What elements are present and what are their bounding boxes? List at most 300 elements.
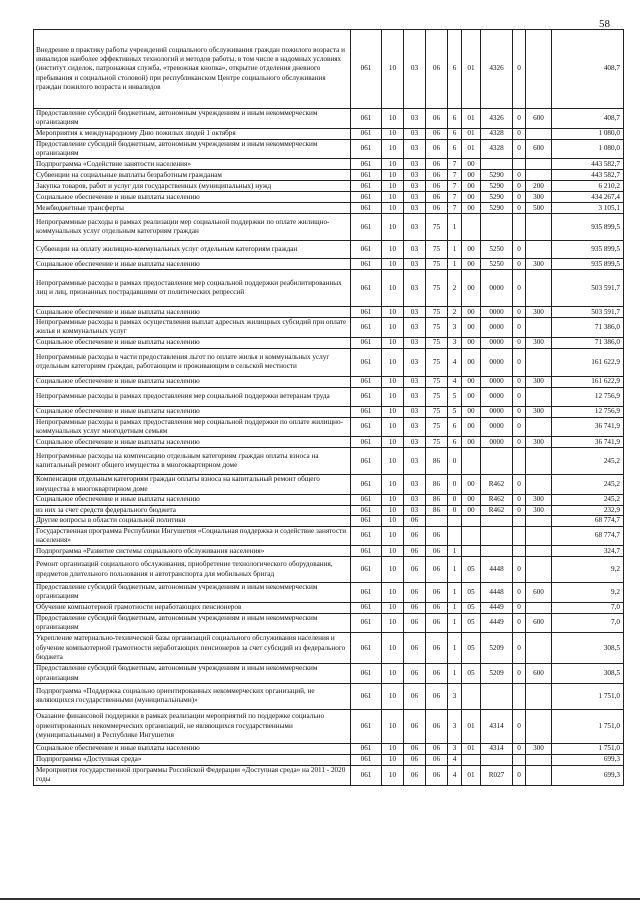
cell-cs1: 75 <box>426 318 448 338</box>
cell-vr: 600 <box>526 613 552 633</box>
cell-name: Непрограммные расходы в рамках предоставления мер социальной поддержки реабилитированных лиц и лиц, признанных пострадавшими от политических репрессий <box>34 270 351 307</box>
cell-amount: 3 105,1 <box>552 203 624 214</box>
cell-pr: 06 <box>404 613 426 633</box>
cell-pr: 03 <box>404 437 426 448</box>
table-row <box>34 526 624 546</box>
cell-pr: 06 <box>404 526 426 546</box>
cell-pr: 03 <box>404 241 426 259</box>
cell-rz: 10 <box>382 241 404 259</box>
cell-min: 061 <box>351 546 382 557</box>
cell-pr: 03 <box>404 259 426 270</box>
cell-rz: 10 <box>382 437 404 448</box>
cell-vr <box>526 516 552 526</box>
cell-rz: 10 <box>382 348 404 376</box>
budget-table <box>33 29 624 786</box>
cell-vr <box>526 633 552 664</box>
cell-cs2: 2 <box>448 307 462 318</box>
cell-cs5: 0 <box>513 318 526 338</box>
cell-cs1: 06 <box>426 170 448 181</box>
cell-cs1 <box>426 516 448 526</box>
cell-cs4: R462 <box>481 494 513 505</box>
table-row <box>34 259 624 270</box>
cell-vr: 300 <box>526 437 552 448</box>
cell-cs1: 06 <box>426 109 448 129</box>
cell-vr <box>526 30 552 109</box>
cell-cs4: 0000 <box>481 307 513 318</box>
table-row <box>34 270 624 307</box>
cell-cs3: 01 <box>462 709 481 743</box>
cell-cs2: 1 <box>448 259 462 270</box>
cell-pr: 03 <box>404 159 426 170</box>
cell-cs4: 0000 <box>481 387 513 406</box>
cell-rz: 10 <box>382 526 404 546</box>
cell-cs1: 75 <box>426 259 448 270</box>
cell-cs3: 00 <box>462 307 481 318</box>
table-row <box>34 214 624 241</box>
cell-amount: 6 210,2 <box>552 181 624 192</box>
cell-cs1: 86 <box>426 448 448 475</box>
cell-min: 061 <box>351 30 382 109</box>
cell-amount: 71 386,0 <box>552 337 624 348</box>
table-row <box>34 494 624 505</box>
cell-cs5 <box>513 683 526 709</box>
cell-cs2: 7 <box>448 170 462 181</box>
cell-vr: 300 <box>526 376 552 387</box>
cell-rz: 10 <box>382 613 404 633</box>
cell-cs1: 06 <box>426 709 448 743</box>
cell-cs3: 01 <box>462 765 481 785</box>
cell-cs4: 0000 <box>481 417 513 437</box>
cell-cs3: 00 <box>462 159 481 170</box>
cell-rz: 10 <box>382 406 404 417</box>
cell-cs5: 0 <box>513 406 526 417</box>
cell-pr: 06 <box>404 754 426 765</box>
cell-pr: 03 <box>404 387 426 406</box>
cell-cs1: 06 <box>426 683 448 709</box>
cell-rz: 10 <box>382 139 404 159</box>
cell-cs4: R027 <box>481 765 513 785</box>
cell-cs3 <box>462 448 481 475</box>
cell-cs5: 0 <box>513 633 526 664</box>
cell-vr <box>526 557 552 583</box>
cell-cs1: 75 <box>426 214 448 241</box>
cell-vr <box>526 475 552 495</box>
cell-cs3: 00 <box>462 259 481 270</box>
table-row <box>34 417 624 437</box>
cell-name: Подпрограмма «Развитие системы социального обслуживания населения» <box>34 546 351 557</box>
cell-min: 061 <box>351 505 382 515</box>
cell-cs1: 06 <box>426 602 448 613</box>
table-row <box>34 765 624 785</box>
cell-cs3: 00 <box>462 241 481 259</box>
cell-pr: 06 <box>404 709 426 743</box>
cell-vr: 300 <box>526 494 552 505</box>
cell-cs2: 7 <box>448 192 462 203</box>
cell-cs1: 06 <box>426 583 448 603</box>
cell-amount: 1 751,0 <box>552 709 624 743</box>
cell-cs2: 1 <box>448 241 462 259</box>
cell-cs5: 0 <box>513 494 526 505</box>
cell-name: Субвенции на социальные выплаты безработным гражданам <box>34 170 351 181</box>
cell-cs2: 1 <box>448 602 462 613</box>
cell-pr: 03 <box>404 203 426 214</box>
table-row <box>34 348 624 376</box>
cell-cs4: 5290 <box>481 192 513 203</box>
cell-cs3: 01 <box>462 128 481 139</box>
cell-rz: 10 <box>382 516 404 526</box>
cell-vr: 600 <box>526 583 552 603</box>
cell-vr <box>526 709 552 743</box>
cell-cs2: 5 <box>448 387 462 406</box>
cell-min: 061 <box>351 437 382 448</box>
cell-name: Оказание финансовой поддержки в рамках реализации мероприятий по поддержке социально ориентированных некоммерческих организаций, не являющихся государственными (муниципальными) в Республике Ингушетия <box>34 709 351 743</box>
cell-min: 061 <box>351 307 382 318</box>
cell-rz: 10 <box>382 557 404 583</box>
cell-cs3: 05 <box>462 633 481 664</box>
cell-cs4: 4448 <box>481 557 513 583</box>
table-row <box>34 475 624 495</box>
cell-cs4 <box>481 754 513 765</box>
cell-cs5: 0 <box>513 181 526 192</box>
cell-amount: 1 751,0 <box>552 743 624 754</box>
cell-cs3: 05 <box>462 602 481 613</box>
cell-name: Предоставление субсидий бюджетным, автономным учреждениям и иным некоммерческим организациям <box>34 139 351 159</box>
cell-cs3 <box>462 754 481 765</box>
cell-min: 061 <box>351 348 382 376</box>
cell-cs1: 06 <box>426 765 448 785</box>
cell-cs5: 0 <box>513 192 526 203</box>
cell-pr: 06 <box>404 743 426 754</box>
cell-rz: 10 <box>382 448 404 475</box>
cell-rz: 10 <box>382 583 404 603</box>
cell-cs4: 0000 <box>481 437 513 448</box>
cell-rz: 10 <box>382 494 404 505</box>
cell-cs3: 00 <box>462 203 481 214</box>
cell-rz: 10 <box>382 203 404 214</box>
cell-cs1: 06 <box>426 30 448 109</box>
cell-rz: 10 <box>382 170 404 181</box>
cell-name: Компенсация отдельным категориям граждан оплаты взноса на капитальный ремонт общего имущества в многоквартирном доме <box>34 475 351 495</box>
cell-pr: 06 <box>404 765 426 785</box>
cell-cs2: 1 <box>448 583 462 603</box>
cell-rz: 10 <box>382 159 404 170</box>
cell-name: Социальное обеспечение и иные выплаты населению <box>34 376 351 387</box>
cell-rz: 10 <box>382 192 404 203</box>
cell-cs4: 0000 <box>481 318 513 338</box>
cell-cs2: 4 <box>448 754 462 765</box>
cell-cs5: 0 <box>513 203 526 214</box>
cell-cs1: 06 <box>426 192 448 203</box>
cell-name: Социальное обеспечение и иные выплаты населению <box>34 743 351 754</box>
cell-cs3: 00 <box>462 348 481 376</box>
cell-min: 061 <box>351 475 382 495</box>
cell-pr: 03 <box>404 376 426 387</box>
cell-name: Социальное обеспечение и иные выплаты населению <box>34 337 351 348</box>
cell-name: Непрограммные расходы в части предоставления льгот по оплате жилья и коммунальных услуг отдельным категориям граждан, работающим и проживающим в сельской местности <box>34 348 351 376</box>
cell-cs2: 7 <box>448 203 462 214</box>
cell-amount: 245,2 <box>552 448 624 475</box>
cell-amount: 9,2 <box>552 583 624 603</box>
cell-vr: 600 <box>526 664 552 684</box>
cell-min: 061 <box>351 583 382 603</box>
cell-amount: 935 899,5 <box>552 259 624 270</box>
cell-rz: 10 <box>382 417 404 437</box>
cell-min: 061 <box>351 181 382 192</box>
table-row <box>34 505 624 515</box>
cell-min: 061 <box>351 526 382 546</box>
cell-cs2: 3 <box>448 337 462 348</box>
cell-cs5: 0 <box>513 128 526 139</box>
cell-name: Непрограммные расходы в рамках осуществления выплат адресных жилищных субсидий при оплате жилья и коммунальных услуг <box>34 318 351 338</box>
table-row <box>34 613 624 633</box>
cell-cs2: 6 <box>448 109 462 129</box>
cell-vr: 300 <box>526 192 552 203</box>
cell-amount: 699,3 <box>552 754 624 765</box>
cell-cs4: 4314 <box>481 709 513 743</box>
cell-min: 061 <box>351 270 382 307</box>
table-row <box>34 683 624 709</box>
cell-rz: 10 <box>382 475 404 495</box>
cell-cs2 <box>448 526 462 546</box>
cell-cs1: 75 <box>426 437 448 448</box>
cell-name: Укрепление материально-технической базы организаций социального обслуживания населения и обучение компьютерной грамотности неработающих пенсионеров за счет субсидий из федерального бюджета <box>34 633 351 664</box>
cell-min: 061 <box>351 128 382 139</box>
cell-cs1: 06 <box>426 743 448 754</box>
cell-pr: 03 <box>404 494 426 505</box>
cell-vr: 600 <box>526 139 552 159</box>
cell-cs3: 00 <box>462 437 481 448</box>
cell-min: 061 <box>351 613 382 633</box>
page-bottom-rule <box>0 898 640 900</box>
cell-cs3: 05 <box>462 664 481 684</box>
cell-cs5: 0 <box>513 109 526 129</box>
cell-min: 061 <box>351 139 382 159</box>
cell-name: Непрограммные расходы в рамках предоставления мер социальной поддержки ветеранам труда <box>34 387 351 406</box>
table-row <box>34 318 624 338</box>
cell-rz: 10 <box>382 376 404 387</box>
cell-cs5 <box>513 754 526 765</box>
cell-cs2: 0 <box>448 448 462 475</box>
table-row <box>34 128 624 139</box>
cell-cs4: 5290 <box>481 181 513 192</box>
table-row <box>34 709 624 743</box>
cell-cs1: 06 <box>426 664 448 684</box>
cell-cs3: 00 <box>462 505 481 515</box>
cell-cs3: 00 <box>462 406 481 417</box>
cell-pr: 06 <box>404 557 426 583</box>
cell-cs1: 75 <box>426 270 448 307</box>
cell-cs1: 06 <box>426 754 448 765</box>
cell-rz: 10 <box>382 765 404 785</box>
cell-min: 061 <box>351 448 382 475</box>
cell-vr <box>526 448 552 475</box>
table-row <box>34 557 624 583</box>
cell-cs3: 00 <box>462 192 481 203</box>
cell-name: Обучение компьютерной грамотности неработающих пенсионеров <box>34 602 351 613</box>
cell-amount: 71 386,0 <box>552 318 624 338</box>
cell-vr <box>526 526 552 546</box>
cell-vr <box>526 159 552 170</box>
cell-cs4: 0000 <box>481 376 513 387</box>
cell-name: Подпрограмма «Доступная среда» <box>34 754 351 765</box>
cell-min: 061 <box>351 754 382 765</box>
cell-rz: 10 <box>382 683 404 709</box>
table-row <box>34 664 624 684</box>
cell-cs2: 4 <box>448 348 462 376</box>
table-row <box>34 241 624 259</box>
cell-amount: 935 899,5 <box>552 241 624 259</box>
cell-amount: 7,0 <box>552 602 624 613</box>
cell-cs1: 75 <box>426 348 448 376</box>
cell-cs1: 86 <box>426 505 448 515</box>
cell-pr: 03 <box>404 181 426 192</box>
cell-cs4 <box>481 159 513 170</box>
cell-vr <box>526 270 552 307</box>
cell-name: Межбюджетные трансферты <box>34 203 351 214</box>
cell-vr <box>526 602 552 613</box>
cell-amount: 308,5 <box>552 664 624 684</box>
table-row <box>34 448 624 475</box>
cell-amount: 232,9 <box>552 505 624 515</box>
cell-min: 061 <box>351 192 382 203</box>
cell-name: Социальное обеспечение и иные выплаты населению <box>34 192 351 203</box>
cell-cs5: 0 <box>513 270 526 307</box>
cell-name: Социальное обеспечение и иные выплаты населению <box>34 259 351 270</box>
cell-cs1: 06 <box>426 203 448 214</box>
cell-cs1: 86 <box>426 494 448 505</box>
cell-cs4: 4328 <box>481 139 513 159</box>
cell-cs4: 5290 <box>481 203 513 214</box>
cell-min: 061 <box>351 259 382 270</box>
cell-cs4: 4314 <box>481 743 513 754</box>
cell-vr: 300 <box>526 259 552 270</box>
cell-pr: 03 <box>404 192 426 203</box>
cell-rz: 10 <box>382 546 404 557</box>
cell-cs4: 0000 <box>481 406 513 417</box>
cell-cs4: 4328 <box>481 128 513 139</box>
cell-pr: 03 <box>404 475 426 495</box>
cell-vr: 500 <box>526 203 552 214</box>
cell-cs5: 0 <box>513 30 526 109</box>
cell-cs3 <box>462 516 481 526</box>
cell-cs3: 00 <box>462 170 481 181</box>
cell-cs5: 0 <box>513 743 526 754</box>
cell-min: 061 <box>351 633 382 664</box>
cell-pr: 06 <box>404 602 426 613</box>
cell-cs2: 1 <box>448 664 462 684</box>
cell-name: Мероприятия к международному Дню пожилых людей 1 октября <box>34 128 351 139</box>
cell-amount: 7,0 <box>552 613 624 633</box>
cell-rz: 10 <box>382 743 404 754</box>
cell-min: 061 <box>351 743 382 754</box>
cell-vr <box>526 214 552 241</box>
cell-min: 061 <box>351 516 382 526</box>
cell-amount: 443 582,7 <box>552 170 624 181</box>
cell-cs5: 0 <box>513 170 526 181</box>
cell-cs4: 5250 <box>481 259 513 270</box>
cell-cs5: 0 <box>513 475 526 495</box>
cell-cs5 <box>513 214 526 241</box>
table-row <box>34 30 624 109</box>
cell-cs3: 01 <box>462 109 481 129</box>
cell-cs2: 6 <box>448 437 462 448</box>
cell-cs3: 00 <box>462 318 481 338</box>
cell-cs5 <box>513 516 526 526</box>
cell-min: 061 <box>351 406 382 417</box>
cell-amount: 699,3 <box>552 765 624 785</box>
cell-amount: 503 591,7 <box>552 307 624 318</box>
cell-rz: 10 <box>382 307 404 318</box>
cell-amount: 12 756,9 <box>552 387 624 406</box>
cell-pr: 03 <box>404 406 426 417</box>
table-row <box>34 743 624 754</box>
cell-cs2 <box>448 516 462 526</box>
cell-cs4: 5209 <box>481 633 513 664</box>
cell-vr: 600 <box>526 109 552 129</box>
cell-cs4: 5209 <box>481 664 513 684</box>
cell-pr: 03 <box>404 348 426 376</box>
cell-vr <box>526 546 552 557</box>
cell-cs4: 0000 <box>481 270 513 307</box>
cell-min: 061 <box>351 214 382 241</box>
cell-cs2: 4 <box>448 376 462 387</box>
cell-cs1: 75 <box>426 376 448 387</box>
cell-amount: 161 622,9 <box>552 376 624 387</box>
cell-pr: 06 <box>404 664 426 684</box>
cell-cs5: 0 <box>513 583 526 603</box>
cell-pr: 03 <box>404 318 426 338</box>
cell-cs2: 1 <box>448 557 462 583</box>
cell-cs4: 4326 <box>481 109 513 129</box>
cell-cs2: 0 <box>448 505 462 515</box>
page-number: 58 <box>599 18 610 30</box>
cell-rz: 10 <box>382 30 404 109</box>
cell-name: Ремонт организаций социального обслуживания, приобретение технологического оборудования, предметов длительного пользования и автотранспорта для мобильных бригад <box>34 557 351 583</box>
cell-cs5: 0 <box>513 307 526 318</box>
cell-cs2: 0 <box>448 475 462 495</box>
cell-amount: 443 582,7 <box>552 159 624 170</box>
cell-amount: 9,2 <box>552 557 624 583</box>
cell-cs2: 3 <box>448 318 462 338</box>
cell-cs2: 0 <box>448 494 462 505</box>
cell-cs4 <box>481 526 513 546</box>
cell-name: Предоставление субсидий бюджетным, автономным учреждениям и иным некоммерческим организациям <box>34 109 351 129</box>
cell-pr: 03 <box>404 337 426 348</box>
cell-name: Закупка товаров, работ и услуг для государственных (муниципальных) нужд <box>34 181 351 192</box>
cell-cs1: 75 <box>426 241 448 259</box>
cell-name: Подпрограмма «Содействие занятости населения» <box>34 159 351 170</box>
cell-vr: 300 <box>526 337 552 348</box>
cell-cs2: 6 <box>448 128 462 139</box>
cell-cs5 <box>513 526 526 546</box>
cell-rz: 10 <box>382 387 404 406</box>
cell-cs2: 3 <box>448 743 462 754</box>
cell-name: Внедрение в практику работы учреждений социального обслуживания граждан пожилого возраста и инвалидов наиболее эффективных технологий и методов работы, в том числе в надомных условиях (институт сиделок, патронажная служба, «тревожная кнопка», открытие отделения дневного пребывания и социальной столовой) при республиканском Центре социального обслуживания граждан пожилого возраста и инвалидов <box>34 30 351 109</box>
cell-cs3 <box>462 526 481 546</box>
cell-vr: 300 <box>526 743 552 754</box>
cell-cs3: 01 <box>462 743 481 754</box>
cell-pr: 03 <box>404 139 426 159</box>
cell-rz: 10 <box>382 602 404 613</box>
cell-name: Мероприятия государственной программы Российской Федерации «Доступная среда» на 2011 - 2020 годы <box>34 765 351 785</box>
cell-amount: 161 622,9 <box>552 348 624 376</box>
cell-cs1: 06 <box>426 526 448 546</box>
cell-amount: 36 741,9 <box>552 437 624 448</box>
cell-rz: 10 <box>382 270 404 307</box>
cell-name: Государственная программа Республики Ингушетия «Социальная поддержка и содействие занятости населения» <box>34 526 351 546</box>
cell-cs5 <box>513 546 526 557</box>
table-row <box>34 633 624 664</box>
